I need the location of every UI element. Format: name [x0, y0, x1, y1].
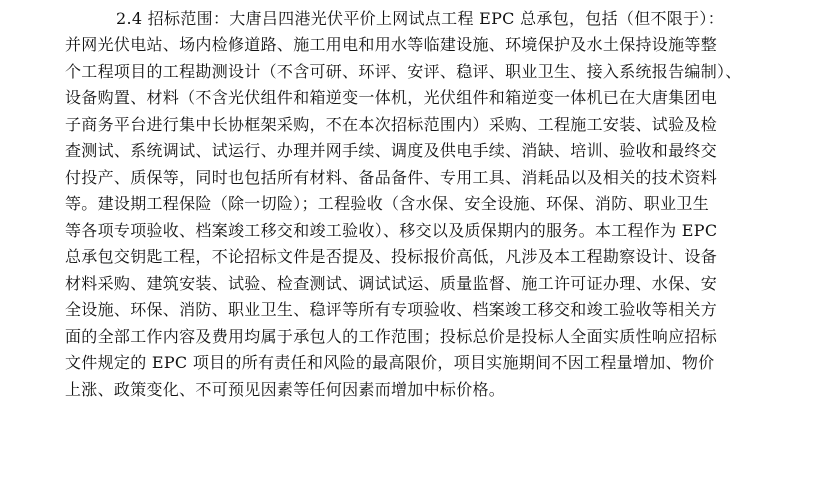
paragraph-line-7: 付投产、质保等，同时也包括所有材料、备品备件、专用工具、消耗品以及相关的技术资料 [65, 168, 718, 187]
paragraph-line-10: 总承包交钥匙工程，不论招标文件是否提及、投标报价高低，凡涉及本工程勘察设计、设备 [65, 247, 718, 266]
paragraph-line-13: 面的全部工作内容及费用均属于承包人的工作范围；投标总价是投标人全面实质性响应招标 [65, 327, 718, 346]
paragraph-line-4: 设备购置、材料（不含光伏组件和箱逆变一体机，光伏组件和箱逆变一体机已在大唐集团电 [65, 88, 718, 107]
paragraph-line-15: 上涨、政策变化、不可预见因素等任何因素而增加中标价格。 [65, 380, 506, 399]
paragraph-line-11: 材料采购、建筑安装、试验、检查测试、调试试运、质量监督、施工许可证办理、水保、安 [65, 274, 718, 293]
paragraph-line-12: 全设施、环保、消防、职业卫生、稳评等所有专项验收、档案竣工移交和竣工验收等相关方 [65, 300, 718, 319]
paragraph-line-8: 等。建设期工程保险（除一切险）；工程验收（含水保、安全设施、环保、消防、职业卫生 [65, 194, 710, 213]
paragraph-line-6: 查测试、系统调试、试运行、办理并网手续、调度及供电手续、消缺、培训、验收和最终交 [65, 141, 718, 160]
paragraph-line-9: 等各项专项验收、档案竣工移交和竣工验收）、移交以及质保期内的服务。本工程作为 EPC [65, 221, 718, 240]
paragraph-line-1 [116, 6, 764, 32]
section-number: 2.4 [116, 9, 143, 28]
paragraph-line-2: 并网光伏电站、场内检修道路、施工用电和用水等临建设施、环境保护及水土保持设施等整 [65, 35, 718, 54]
line-text: 招标范围：大唐吕四港光伏平价上网试点工程 EPC 总承包，包括（但不限于）： [147, 9, 725, 28]
paragraph-line-3: 个工程项目的工程勘测设计（不含可研、环评、安评、稳评、职业卫生、接入系统报告编制）、 [65, 62, 742, 81]
paragraph-line-14: 文件规定的 EPC 项目的所有责任和风险的最高限价，项目实施期间不因工程量增加、物价 [65, 353, 715, 372]
paragraph-line-5: 子商务平台进行集中长协框架采购，不在本次招标范围内）采购、工程施工安装、试验及检 [65, 115, 718, 134]
